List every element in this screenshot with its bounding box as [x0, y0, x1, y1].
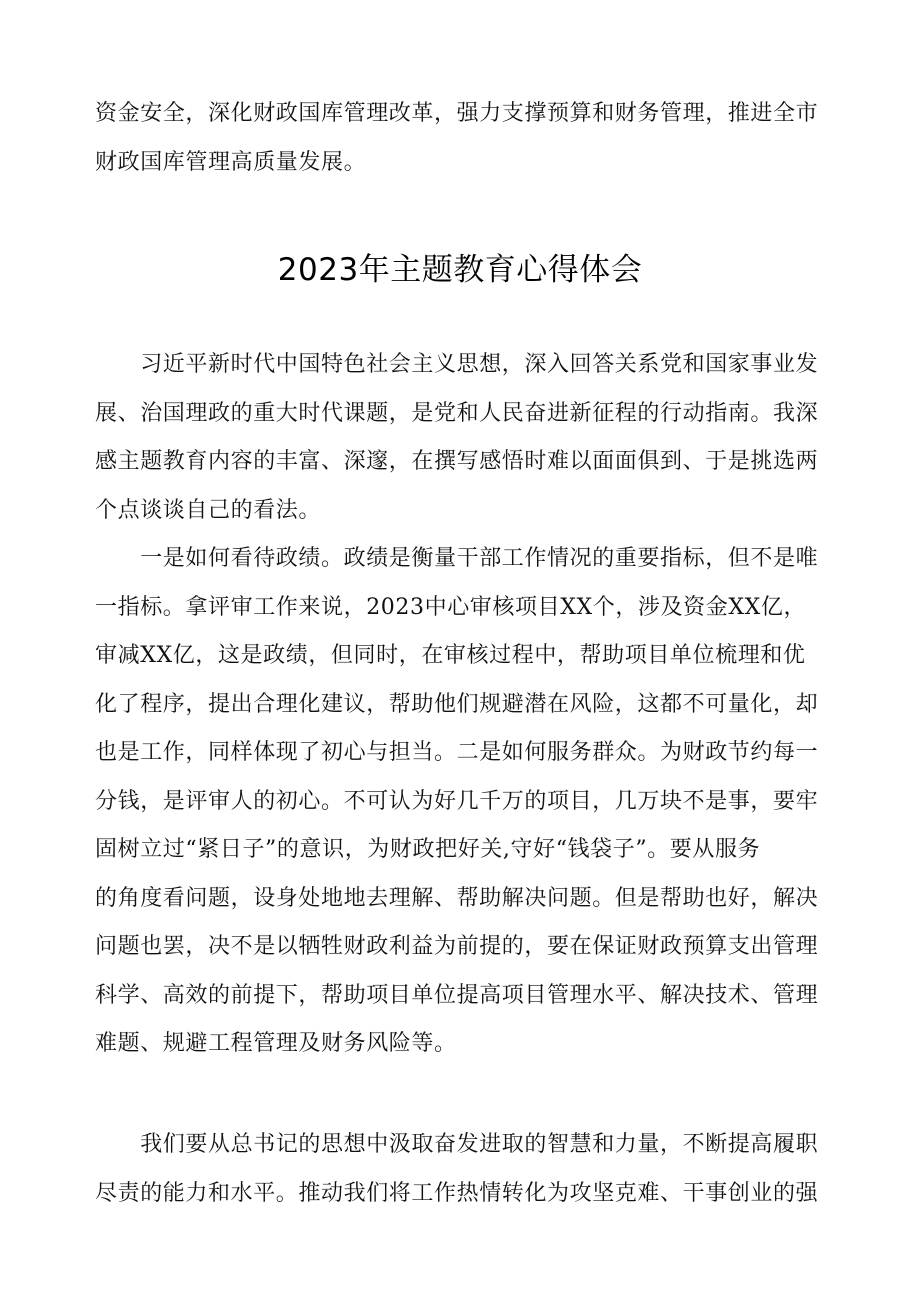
- paragraph-line: 审减XX亿，这是政绩，但同时，在审核过程中，帮助项目单位梳理和优: [95, 643, 806, 668]
- paragraph-line: 习近平新时代中国特色社会主义思想，深入回答关系党和国家事业发: [95, 352, 819, 377]
- paragraph-line: 我们要从总书记的思想中汲取奋发进取的智慧和力量，不断提高履职: [95, 1132, 819, 1157]
- paragraph-line: 尽责的能力和水平。推动我们将工作热情转化为攻坚克难、干事创业的强: [95, 1180, 819, 1206]
- paragraph-line: 财政国库管理高质量发展。: [95, 149, 367, 175]
- paragraph-line: 感主题教育内容的丰富、深邃，在撰写感悟时难以面面俱到、于是挑选两: [95, 449, 819, 474]
- paragraph-line: 的角度看问题，设身处地地去理解、帮助解决问题。但是帮助也好，解决: [95, 885, 819, 911]
- paragraph-line: 分钱，是评审人的初心。不可认为好几千万的项目，几万块不是事，要牢: [95, 788, 819, 814]
- paragraph-line: 一指标。拿评审工作来说，2023中心审核项目XX个，涉及资金XX亿，: [95, 594, 807, 620]
- continuation-paragraph: [95, 90, 830, 187]
- paragraph-line: 化了程序，提出合理化建议，帮助他们规避潜在风险，这都不可量化，却: [95, 691, 819, 717]
- paragraph-line: 个点谈谈自己的看法。: [95, 497, 322, 523]
- paragraph-line: 难题、规避工程管理及财务风险等。: [95, 1031, 457, 1056]
- body-paragraph-closing: [95, 1121, 830, 1218]
- paragraph-line: 一是如何看待政绩。政绩是衡量干部工作情况的重要指标，但不是唯: [95, 546, 819, 571]
- body-paragraph-intro: [95, 341, 830, 535]
- paragraph-line: 展、治国理政的重大时代课题，是党和人民奋进新征程的行动指南。我深: [95, 400, 819, 426]
- paragraph-line: 问题也罢，决不是以牺牲财政利益为前提的，要在保证财政预算支出管理: [95, 934, 819, 959]
- paragraph-line: 固树立过“紧日子”的意识，为财政把好关,守好“钱袋子”。要从服务: [95, 837, 761, 862]
- paragraph-line: 资金安全，深化财政国库管理改革，强力支撑预算和财务管理，推进全市: [95, 101, 819, 126]
- body-paragraph-main: [95, 535, 830, 1069]
- paragraph-line: 也是工作，同样体现了初心与担当。二是如何服务群众。为财政节约每一: [95, 740, 819, 765]
- paragraph-line: 科学、高效的前提下，帮助项目单位提高项目管理水平、解决技术、管理: [95, 982, 819, 1008]
- document-title: 2023年主题教育心得体会: [277, 252, 643, 288]
